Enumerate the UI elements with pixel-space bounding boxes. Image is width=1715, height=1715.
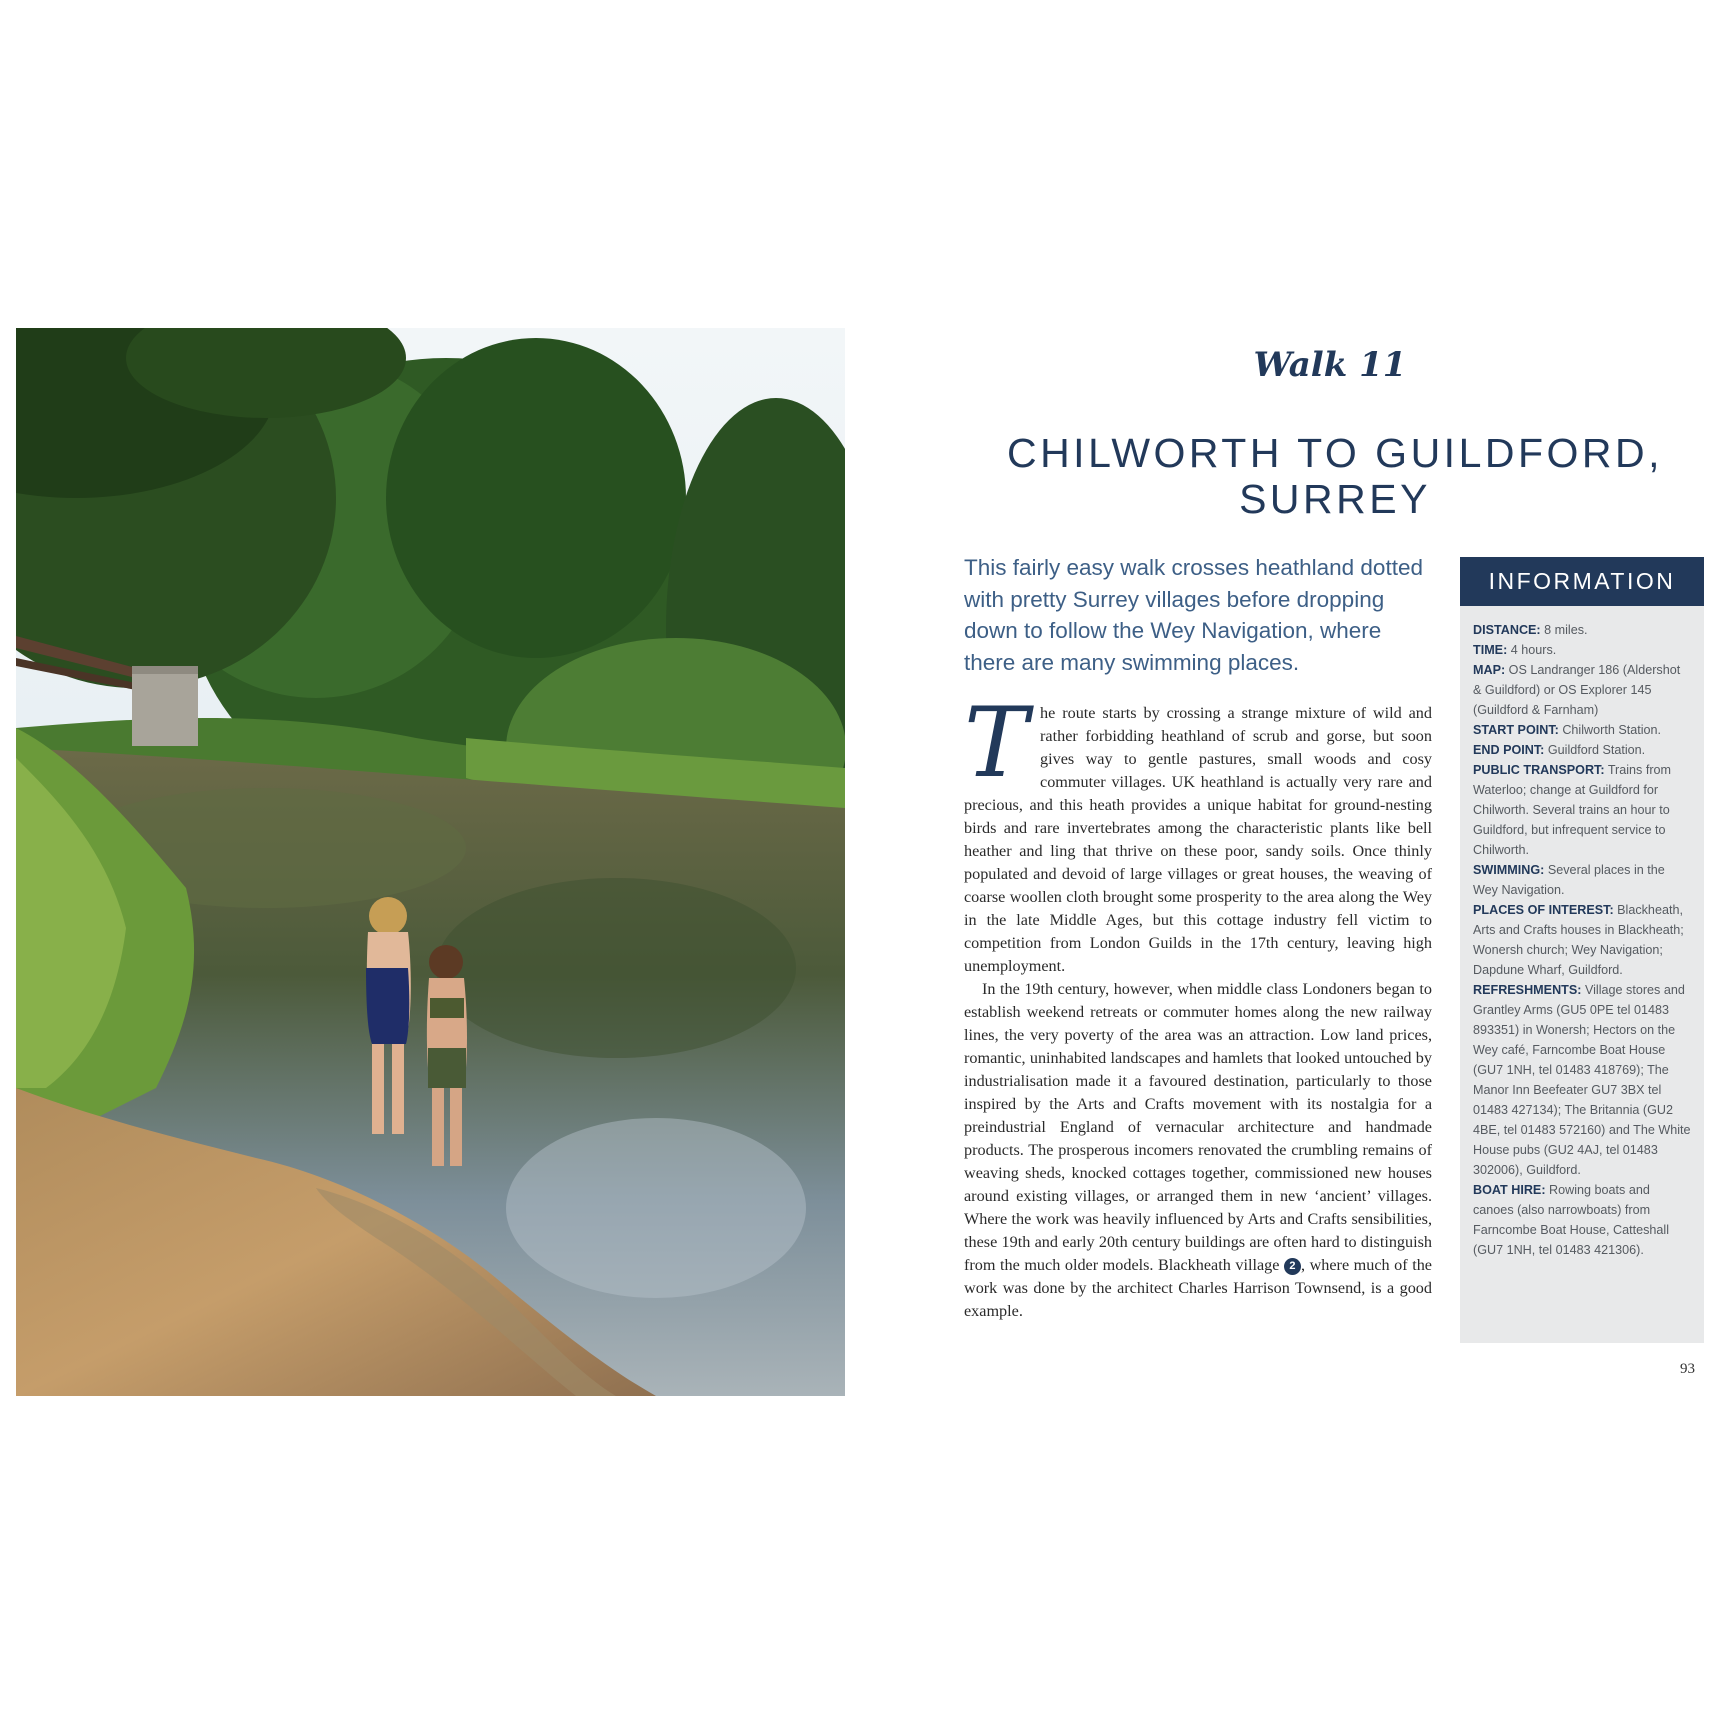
info-value: Blackheath, Arts and Crafts houses in Blackheath; Wonersh church; Wey Navigation; Dapdune Wharf, Guildford.	[1473, 903, 1684, 977]
info-key: TIME:	[1473, 643, 1508, 657]
info-key: PUBLIC TRANSPORT:	[1473, 763, 1605, 777]
info-item-places-of-interest	[1473, 900, 1692, 980]
walk-title-line-2: SURREY	[1239, 476, 1431, 522]
information-list	[1460, 606, 1704, 1260]
info-item-public-transport	[1473, 760, 1692, 860]
info-item-map	[1473, 660, 1692, 720]
info-value: 4 hours.	[1507, 643, 1557, 657]
body-paragraph-2	[964, 978, 1432, 1323]
info-item-refreshments	[1473, 980, 1692, 1180]
info-value: 8 miles.	[1540, 623, 1588, 637]
intro-paragraph: This fairly easy walk crosses heathland dotted with pretty Surrey villages before dropping down to follow the Wey Navigation, where there are many swimming places.	[964, 555, 1423, 675]
info-key: BOAT HIRE:	[1473, 1183, 1546, 1197]
information-heading: INFORMATION	[1460, 557, 1704, 606]
info-value: Trains from Waterloo; change at Guildford for Chilworth. Several trains an hour to Guildford, but infrequent service to Chilworth.	[1473, 763, 1672, 857]
info-value: Several places in the Wey Navigation.	[1473, 863, 1665, 897]
info-value: Chilworth Station.	[1558, 723, 1662, 737]
body-paragraph-1-text: he route starts by crossing a strange mixture of wild and rather forbidding heathland of scrub and gorse, but soon gives way to gentle pastures, small woods and cosy commuter villages. UK heathland is actually very rare and precious, and this heath provides a unique habitat for ground-nesting birds and rare invertebrates among the characteristic plants like bell heather and ling that thrive on these poor, sandy soils. Once thinly populated and devoid of large villages or great houses, the weaving of coarse woollen cloth brought some prosperity to the area along the Wey in the late Middle Ages, but this cottage industry fell victim to competition from London Guilds in the 17th century, leaving high unemployment.	[964, 704, 1432, 975]
info-item-end-point	[1473, 740, 1692, 760]
body-paragraph-2-text-a: In the 19th century, however, when middle class Londoners began to establish weekend retreats or commuter homes along the new railway lines, the very poverty of the area was an attraction. Low land prices, romantic, uninhabited landscapes and hamlets that looked untouched by industrialisation made it a favoured destination, particularly to those inspired by the Arts and Crafts movement with its nostalgia for a preindustrial England of vernacular architecture and handmade products. The prosperous incomers renovated the crumbling remains of weaving sheds, knocked cottages together, commissioned new houses around existing villages, or arranged them in new ‘ancient’ villages. Where the work was heavily influenced by Arts and Crafts sensibilities, these 19th and early 20th century buildings are often hard to distinguish from the much older models. Blackheath village	[964, 980, 1432, 1274]
info-item-distance	[1473, 620, 1692, 640]
body-text	[964, 687, 1432, 1323]
info-key: START POINT:	[1473, 723, 1559, 737]
information-box	[1460, 557, 1704, 1343]
info-value: OS Landranger 186 (Aldershot & Guildford) or OS Explorer 145 (Guildford & Farnham)	[1473, 663, 1681, 717]
map-marker-badge: 2	[1284, 1258, 1301, 1275]
info-item-start-point	[1473, 720, 1692, 740]
walk-title-line-1: CHILWORTH TO GUILDFORD,	[1006, 430, 1664, 476]
info-key: END POINT:	[1473, 743, 1545, 757]
walk-label: Walk 11	[1253, 345, 1407, 385]
walk-title	[1005, 430, 1665, 522]
info-key: MAP:	[1473, 663, 1506, 677]
river-photo	[16, 328, 845, 1396]
info-key: DISTANCE:	[1473, 623, 1541, 637]
info-key: SWIMMING:	[1473, 863, 1545, 877]
river-photo-illustration	[16, 328, 845, 1396]
info-item-time	[1473, 640, 1692, 660]
info-key: PLACES OF INTEREST:	[1473, 903, 1614, 917]
body-paragraph-1	[964, 687, 1432, 978]
info-value: Village stores and Grantley Arms (GU5 0PE tel 01483 893351) in Wonersh; Hectors on the Wey café, Farncombe Boat House (GU7 1NH, tel 01483 418769); The Manor Inn Beefeater GU7 3BX tel 01483 427134); The Britannia (GU2 4BE, tel 01483 572160) and The White House pubs (GU2 4AJ, tel 01483 302006), Guildford.	[1473, 983, 1691, 1177]
info-value: Guildford Station.	[1544, 743, 1646, 757]
info-item-boat-hire	[1473, 1180, 1692, 1260]
info-value: Rowing boats and canoes (also narrowboats) from Farncombe Boat House, Catteshall (GU7 1NH, tel 01483 421306).	[1473, 1183, 1670, 1257]
info-key: REFRESHMENTS:	[1473, 983, 1582, 997]
info-item-swimming	[1473, 860, 1692, 900]
body-paragraph-2-text-b: , where much of the work was done by the architect Charles Harrison Townsend, is a good example.	[964, 1256, 1432, 1320]
drop-cap: T	[964, 687, 1029, 799]
page-number: 93	[1680, 1361, 1695, 1377]
